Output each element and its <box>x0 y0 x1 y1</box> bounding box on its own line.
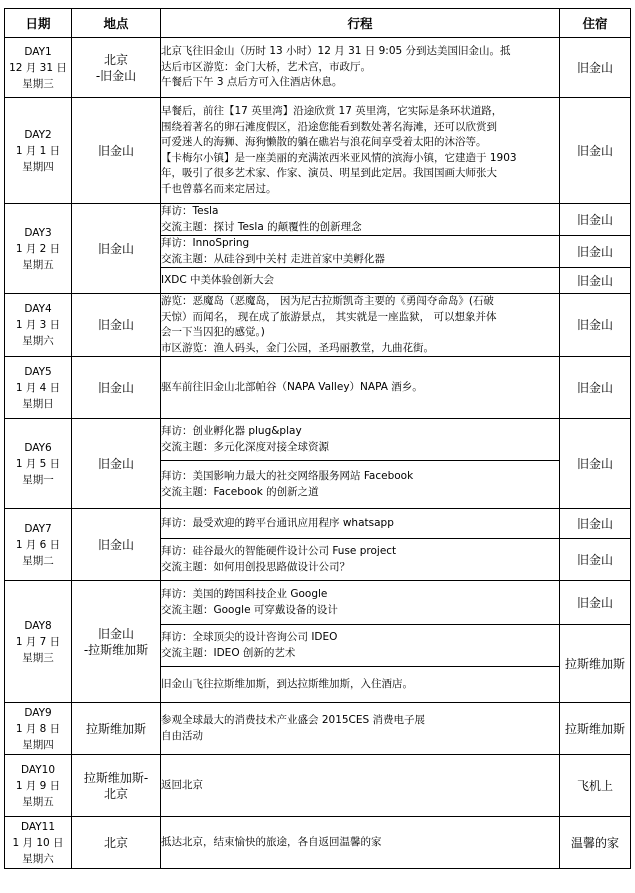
location-cell <box>72 357 161 419</box>
table-row <box>5 703 631 755</box>
location-line: 旧金山 <box>97 626 134 641</box>
itinerary-line: 拜访：美国的跨国科技企业 Google <box>161 588 328 600</box>
header-location: 地点 <box>72 9 161 38</box>
day-cell <box>5 357 72 419</box>
location-line: -旧金山 <box>95 68 137 83</box>
location-line: 拉斯维加斯 <box>85 721 146 736</box>
location-cell <box>72 755 161 817</box>
itinerary-cell <box>161 509 560 539</box>
location-cell <box>72 581 161 703</box>
header-day: 日期 <box>5 9 72 38</box>
day-cell <box>5 38 72 98</box>
day-line: 星期日 <box>22 397 54 410</box>
itinerary-line: IXDC 中美体验创新大会 <box>161 273 275 286</box>
day-line: DAY2 <box>24 128 52 141</box>
itinerary-cell <box>161 461 560 509</box>
day-line: DAY9 <box>24 706 52 719</box>
stay-cell: 旧金山 <box>560 581 631 625</box>
itinerary-line: 交流主题：Facebook 的创新之道 <box>161 485 319 498</box>
location-line: 拉斯维加斯- <box>83 770 149 785</box>
day-line: 星期二 <box>22 554 54 567</box>
location-cell <box>72 38 161 98</box>
location-cell <box>72 98 161 204</box>
day-line: DAY8 <box>24 619 52 632</box>
itinerary-line: 市区游览：渔人码头，金门公园，圣玛丽教堂，九曲花街。 <box>161 341 434 354</box>
stay-cell: 旧金山 <box>560 539 631 581</box>
table-row <box>5 294 631 357</box>
day-line: 星期五 <box>22 258 54 271</box>
itinerary-line: 交流主题：如何用创投思路做设计公司？ <box>161 560 350 573</box>
location-line: 北京 <box>103 52 128 67</box>
itinerary-line: 抵达北京，结束愉快的旅途，各自返回温馨的家 <box>161 835 382 848</box>
table-row <box>5 581 631 625</box>
stay-cell: 旧金山 <box>560 419 631 509</box>
itinerary-line: 【卡梅尔小镇】是一座美丽的充满浓西米亚风情的滨海小镇，它建造于 1903 <box>161 151 517 164</box>
day-line: 12 月 31 日 <box>9 61 67 74</box>
day-line: 星期一 <box>22 473 54 486</box>
day-line: 星期四 <box>22 738 54 751</box>
location-line: 北京 <box>103 835 128 850</box>
itinerary-line: 围绕着著名的卵石滩度假区，沿途您能看到数处著名海滩，还可以欣赏到 <box>161 120 497 133</box>
day-cell <box>5 98 72 204</box>
itinerary-cell <box>161 294 560 357</box>
day-cell <box>5 204 72 294</box>
day-line: 1 月 1 日 <box>15 144 61 157</box>
day-line: DAY5 <box>24 365 52 378</box>
stay-cell: 旧金山 <box>560 204 631 236</box>
itinerary-line: 交流主题：探讨 Tesla 的颠覆性的创新理念 <box>161 220 362 233</box>
table-row <box>5 509 631 539</box>
table-row <box>5 419 631 461</box>
itinerary-line: 北京飞往旧金山（历时 13 小时）12 月 31 日 9:05 分到达美国旧金山。抵 <box>161 45 511 58</box>
itinerary-cell <box>161 625 560 667</box>
stay-cell: 旧金山 <box>560 98 631 204</box>
day-line: DAY10 <box>20 763 56 776</box>
stay-cell: 旧金山 <box>560 509 631 539</box>
itinerary-line: 游览：恶魔岛（恶魔岛， 因为尼古拉斯凯奇主要的《勇闯夺命岛》(石破 <box>161 295 494 307</box>
day-line: 星期三 <box>22 651 54 664</box>
itinerary-cell <box>161 703 560 755</box>
location-cell <box>72 204 161 294</box>
itinerary-cell <box>161 236 560 268</box>
itinerary-line: 拜访：Tesla <box>161 205 219 217</box>
day-line: 1 月 8 日 <box>15 722 61 735</box>
table-row <box>5 357 631 419</box>
day-line: 1 月 10 日 <box>12 836 64 849</box>
itinerary-line: 交流主题：IDEO 创新的艺术 <box>161 646 296 659</box>
itinerary-line: 拜访：硅谷最火的智能硬件设计公司 Fuse project <box>161 545 397 557</box>
day-line: DAY7 <box>24 522 52 535</box>
itinerary-cell <box>161 667 560 703</box>
itinerary-cell <box>161 419 560 461</box>
header-itinerary: 行程 <box>161 9 560 38</box>
itinerary-cell <box>161 204 560 236</box>
day-line: DAY11 <box>20 820 56 833</box>
itinerary-line: 会一下当囚犯的感觉。) <box>161 326 265 338</box>
day-line: 星期四 <box>22 160 54 173</box>
itinerary-line: 可爱迷人的海狮、海狗懒散的躺在礁岩与浪花间享受着太阳的沐浴等。 <box>161 136 487 148</box>
location-line: 旧金山 <box>97 537 134 552</box>
stay-cell: 旧金山 <box>560 236 631 268</box>
header-stay: 住宿 <box>560 9 631 38</box>
stay-cell: 旧金山 <box>560 38 631 98</box>
itinerary-cell <box>161 581 560 625</box>
day-cell <box>5 703 72 755</box>
location-line: 北京 <box>103 786 128 801</box>
day-cell <box>5 419 72 509</box>
itinerary-line: 午餐后下午 3 点后方可入住酒店休息。 <box>161 76 343 89</box>
itinerary-cell <box>161 38 560 98</box>
day-line: 1 月 5 日 <box>15 457 61 470</box>
day-line: 星期三 <box>22 77 54 90</box>
location-cell <box>72 703 161 755</box>
table-row <box>5 755 631 817</box>
itinerary-line: 拜访：美国影响力最大的社交网络服务网站 Facebook <box>161 470 414 482</box>
itinerary-cell <box>161 268 560 294</box>
itinerary-line: 驱车前往旧金山北部帕谷（NAPA Valley）NAPA 酒乡。 <box>161 380 423 393</box>
itinerary-line: 早餐后，前往【17 英里湾】沿途欣赏 17 英里湾，它实际是条环状道路， <box>161 105 503 117</box>
day-line: DAY1 <box>24 45 52 58</box>
day-line: 星期六 <box>22 335 54 347</box>
day-line: 1 月 7 日 <box>15 635 61 648</box>
location-line: 旧金山 <box>97 380 134 395</box>
itinerary-line: 自由活动 <box>161 729 203 742</box>
itinerary-cell <box>161 98 560 204</box>
itinerary-line: 天惊）而闻名， 现在成了旅游景点， 其实就是一座监狱， 可以想象并体 <box>161 310 497 323</box>
day-line: 1 月 3 日 <box>15 319 61 331</box>
day-cell <box>5 294 72 357</box>
itinerary-cell <box>161 539 560 581</box>
day-line: 1 月 4 日 <box>15 381 61 394</box>
stay-cell: 旧金山 <box>560 268 631 294</box>
day-line: 星期六 <box>22 852 54 865</box>
day-line: 1 月 6 日 <box>15 538 61 551</box>
itinerary-line: 返回北京 <box>161 778 203 791</box>
day-cell <box>5 817 72 869</box>
itinerary-line: 拜访：创业孵化器 plug&play <box>161 425 302 437</box>
itinerary-line: 达后市区游览：金门大桥，艺术宫，市政厅。 <box>161 60 371 73</box>
day-cell <box>5 755 72 817</box>
itinerary-table <box>4 8 631 869</box>
itinerary-line: 交流主题：多元化深度对接全球资源 <box>161 440 329 453</box>
day-line: 星期五 <box>22 795 54 808</box>
itinerary-cell <box>161 755 560 817</box>
itinerary-line: 交流主题：Google 可穿戴设备的设计 <box>161 603 338 616</box>
day-cell <box>5 581 72 703</box>
table-row <box>5 817 631 869</box>
stay-cell: 飞机上 <box>560 755 631 817</box>
itinerary-cell <box>161 817 560 869</box>
day-line: DAY3 <box>24 226 52 239</box>
itinerary-line: 交流主题：从硅谷到中关村 走进首家中美孵化器 <box>161 252 385 265</box>
itinerary-cell <box>161 357 560 419</box>
stay-cell: 拉斯维加斯 <box>560 703 631 755</box>
location-line: 旧金山 <box>97 318 134 332</box>
day-line: DAY4 <box>24 303 52 315</box>
table-row <box>5 98 631 204</box>
itinerary-line: 拜访：全球顶尖的设计咨询公司 IDEO <box>161 631 338 643</box>
location-line: 旧金山 <box>97 241 134 256</box>
day-line: 1 月 9 日 <box>15 779 61 792</box>
location-cell <box>72 817 161 869</box>
location-cell <box>72 294 161 357</box>
stay-cell: 拉斯维加斯 <box>560 625 631 703</box>
day-cell <box>5 509 72 581</box>
table-row <box>5 38 631 98</box>
stay-cell: 旧金山 <box>560 357 631 419</box>
itinerary-line: 拜访：最受欢迎的跨平台通讯应用程序 whatsapp <box>161 516 394 529</box>
location-line: 旧金山 <box>97 456 134 471</box>
itinerary-line: 年，吸引了很多艺术家、作家、演员、明星到此定居。我国国画大师张大 <box>161 167 497 179</box>
location-cell <box>72 419 161 509</box>
day-line: 1 月 2 日 <box>15 242 61 255</box>
stay-cell: 旧金山 <box>560 294 631 357</box>
location-line: 旧金山 <box>97 143 134 158</box>
table-row <box>5 204 631 236</box>
itinerary-line: 拜访：InnoSpring <box>161 237 250 249</box>
header-row <box>5 9 631 38</box>
day-line: DAY6 <box>24 441 52 454</box>
stay-cell: 温馨的家 <box>560 817 631 869</box>
itinerary-line: 旧金山飞往拉斯维加斯，到达拉斯维加斯，入住酒店。 <box>161 677 413 690</box>
itinerary-line: 参观全球最大的消费技术产业盛会 2015CES 消费电子展 <box>161 714 426 726</box>
itinerary-line: 千也曾慕名而来定居过。 <box>161 182 277 195</box>
location-cell <box>72 509 161 581</box>
location-line: -拉斯维加斯 <box>83 642 149 657</box>
